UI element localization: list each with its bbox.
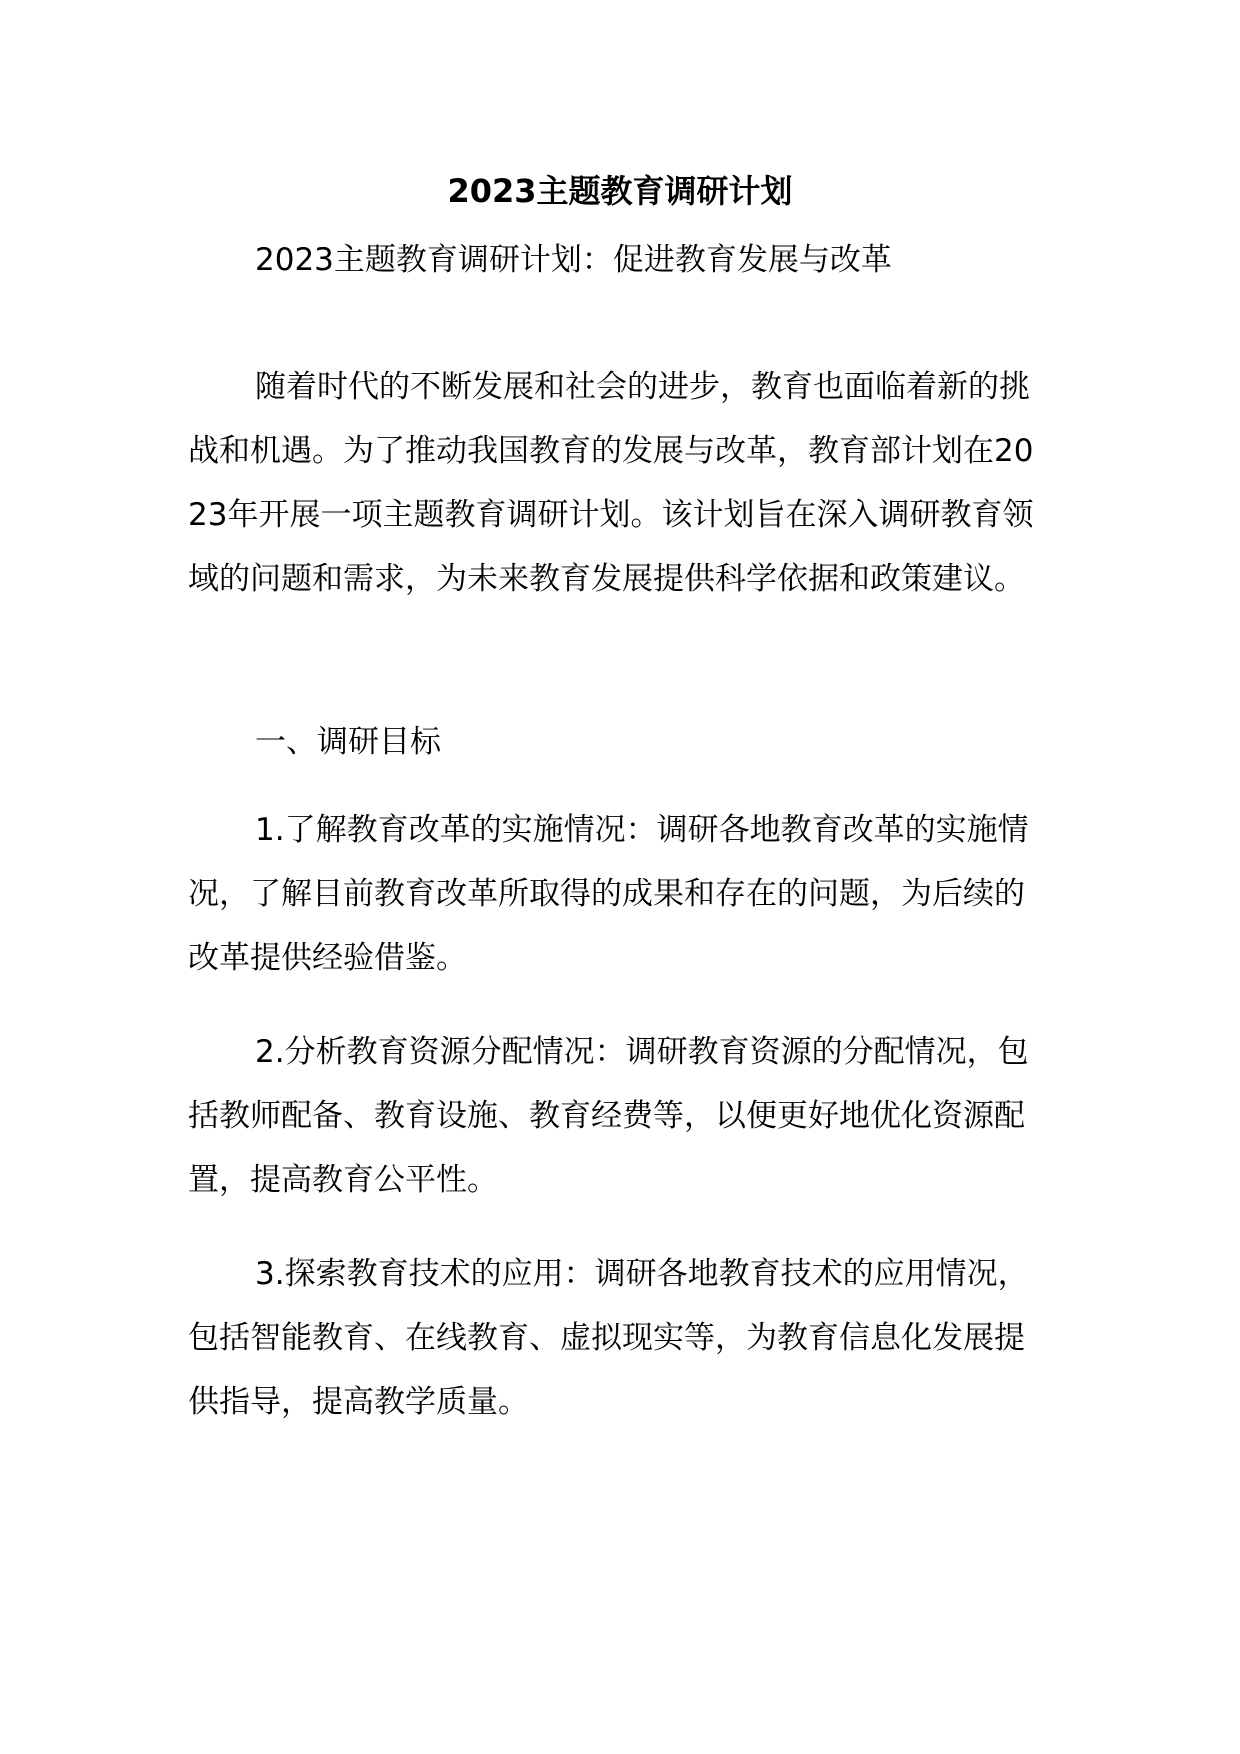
intro-paragraph: 随着时代的不断发展和社会的进步，教育也面临着新的挑战和机遇。为了推动我国教育的发展与改革，教育部计划在2023年开展一项主题教育调研计划。该计划旨在深入调研教育领域的问题和需求，为未来教育发展提供科学依据和政策建议。: [188, 369, 1034, 597]
section-heading-goals: 一、调研目标: [255, 724, 441, 760]
document-title: 2023主题教育调研计划: [447, 172, 793, 210]
subtitle-paragraph: 2023主题教育调研计划：促进教育发展与改革: [255, 242, 892, 278]
goal-item-3: 3.探索教育技术的应用：调研各地教育技术的应用情况，包括智能教育、在线教育、虚拟现实等，为教育信息化发展提供指导，提高教学质量。: [188, 1256, 1029, 1420]
goal-item-1: 1.了解教育改革的实施情况：调研各地教育改革的实施情况，了解目前教育改革所取得的成果和存在的问题，为后续的改革提供经验借鉴。: [188, 812, 1029, 976]
goal-item-2: 2.分析教育资源分配情况：调研教育资源的分配情况，包括教师配备、教育设施、教育经费等，以便更好地优化资源配置，提高教育公平性。: [188, 1034, 1029, 1198]
